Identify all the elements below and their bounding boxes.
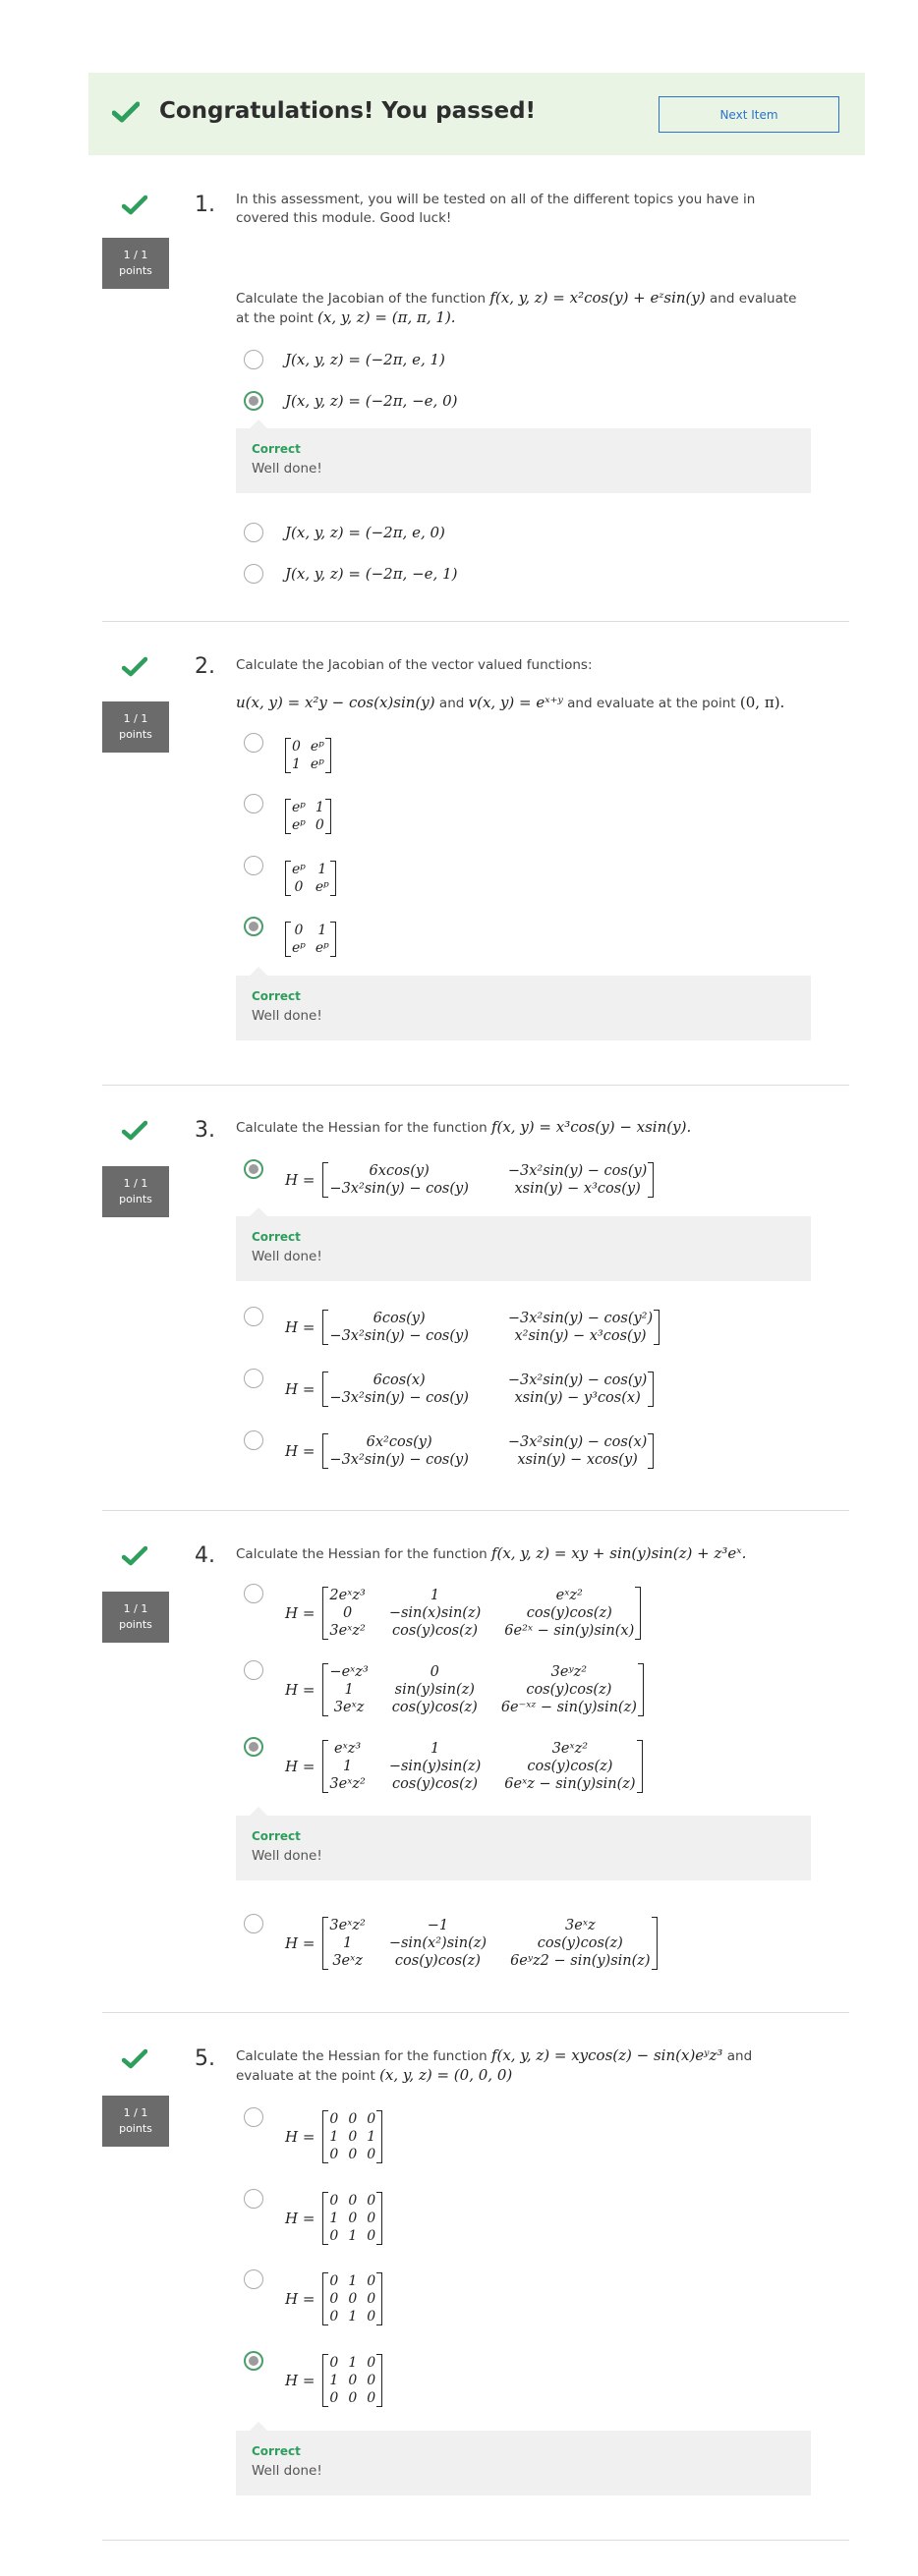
score-value: 1 / 1 xyxy=(123,2106,148,2119)
matrix-cell: eᵖ xyxy=(292,940,306,956)
prompt-point: (x, y, z) = (0, 0, 0) xyxy=(379,2066,513,2084)
h-label: H = xyxy=(285,2210,316,2227)
matrix-cell: 1 xyxy=(315,800,324,815)
check-icon xyxy=(122,1545,147,1567)
answer-option[interactable] xyxy=(244,347,445,372)
feedback-title: Correct xyxy=(252,989,301,1003)
prompt-function-v: v(x, y) = eˣ⁺ʸ xyxy=(468,694,563,711)
matrix-cell: 1 xyxy=(329,2373,339,2388)
matrix-cell: 1 xyxy=(317,862,327,877)
matrix-cell: 6e²ˣ − sin(y)sin(x) xyxy=(504,1623,635,1639)
radio-button-selected[interactable] xyxy=(244,391,263,411)
matrix-cell: 0 xyxy=(348,2111,358,2127)
feedback-title: Correct xyxy=(252,1829,301,1843)
option-equation xyxy=(285,1663,644,1716)
matrix-cell: 0 xyxy=(367,2373,376,2388)
score-value: 1 / 1 xyxy=(123,249,148,261)
question-prompt xyxy=(236,1544,811,1564)
matrix-cell: −eˣz³ xyxy=(329,1664,369,1680)
matrix-cell: 6cos(x) xyxy=(373,1372,426,1388)
option-equation xyxy=(285,1162,654,1198)
radio-button-selected[interactable] xyxy=(244,2351,263,2371)
radio-button[interactable] xyxy=(244,1914,263,1933)
feedback-text: Well done! xyxy=(252,461,322,476)
h-label: H = xyxy=(285,2290,316,2308)
matrix-cell: eᵖ xyxy=(292,817,306,833)
option-equation xyxy=(285,1917,658,1970)
matrix-cell: −3x²sin(y) − cos(y) xyxy=(507,1163,648,1179)
matrix-cell: eᵖ xyxy=(310,756,324,772)
matrix-cell: −sin(x²)sin(z) xyxy=(388,1935,488,1951)
check-icon xyxy=(122,2048,147,2070)
option-equation xyxy=(285,1740,643,1793)
option-matrix xyxy=(322,1587,641,1640)
matrix-cell: eˣz³ xyxy=(334,1741,362,1757)
option-matrix xyxy=(285,922,336,957)
score-badge xyxy=(102,1166,169,1217)
option-matrix xyxy=(322,2192,382,2245)
option-equation xyxy=(285,1433,654,1469)
divider xyxy=(102,1510,849,1511)
option-equation xyxy=(285,2192,382,2245)
answer-option[interactable] xyxy=(244,388,457,414)
matrix-cell: 0 xyxy=(348,2193,358,2209)
question-number: 4. xyxy=(195,1543,215,1568)
matrix-cell: −3x²sin(y) − cos(y) xyxy=(329,1328,469,1344)
score-value: 1 / 1 xyxy=(123,1177,148,1190)
matrix-cell: cos(y)cos(z) xyxy=(526,1682,612,1698)
answer-option[interactable] xyxy=(244,1914,658,1973)
matrix-cell: 6xcos(y) xyxy=(369,1163,430,1179)
matrix-cell: 0 xyxy=(367,2291,376,2307)
matrix-cell: 1 xyxy=(343,1935,353,1951)
matrix-cell: 6e⁻ˣᶻ − sin(y)sin(z) xyxy=(500,1700,637,1715)
option-matrix xyxy=(322,2110,382,2163)
question-prompt: Calculate the Jacobian of the vector valued functions: xyxy=(236,657,593,673)
matrix-cell: xsin(y) − y³cos(x) xyxy=(514,1390,641,1406)
matrix-cell: 3eˣz² xyxy=(551,1741,589,1757)
radio-button[interactable] xyxy=(244,523,263,542)
prompt-text: and xyxy=(438,696,465,711)
matrix-cell: 1 xyxy=(292,756,301,772)
matrix-cell: 1 xyxy=(329,2211,339,2226)
prompt-point: (0, π). xyxy=(739,694,785,711)
option-equation xyxy=(285,2272,382,2325)
prompt-function: f(x, y, z) = xy + sin(y)sin(z) + z³eˣ. xyxy=(490,1544,747,1562)
score-unit: points xyxy=(119,2122,152,2135)
matrix-cell: −3x²sin(y) − cos(y) xyxy=(329,1390,469,1406)
prompt-text: and evaluate at the point xyxy=(236,2048,753,2084)
matrix-cell: 0 xyxy=(329,2390,339,2406)
matrix-cell: 1 xyxy=(343,1759,353,1774)
question-number: 3. xyxy=(195,1118,215,1143)
option-matrix xyxy=(285,799,331,834)
prompt-text: Calculate the Hessian for the function xyxy=(236,2048,488,2064)
h-label: H = xyxy=(285,2128,316,2146)
h-label: H = xyxy=(285,1171,316,1189)
h-label: H = xyxy=(285,2372,316,2389)
prompt-function: f(x, y) = x³cos(y) − xsin(y). xyxy=(490,1118,692,1136)
matrix-cell: cos(y)cos(z) xyxy=(527,1759,613,1774)
h-label: H = xyxy=(285,1318,316,1336)
h-label: H = xyxy=(285,1604,316,1622)
radio-button[interactable] xyxy=(244,2189,263,2209)
feedback-title: Correct xyxy=(252,442,301,456)
matrix-cell: 0 xyxy=(343,1605,353,1621)
matrix-cell: 0 xyxy=(348,2390,358,2406)
matrix-cell: −3x²sin(y) − cos(y) xyxy=(329,1452,469,1468)
matrix-cell: 0 xyxy=(348,2291,358,2307)
matrix-cell: 1 xyxy=(348,2228,358,2244)
matrix-cell: 1 xyxy=(348,2355,358,2371)
radio-button-selected[interactable] xyxy=(244,917,263,936)
prompt-point: (x, y, z) = (π, π, 1). xyxy=(317,308,456,326)
question-prompt-detail xyxy=(236,694,811,713)
radio-button-selected[interactable] xyxy=(244,1737,263,1757)
answer-option[interactable] xyxy=(244,2269,382,2328)
matrix-cell: 0 xyxy=(329,2273,339,2289)
matrix-cell: eᵖ xyxy=(292,800,306,815)
matrix-cell: cos(y)cos(z) xyxy=(391,1700,478,1715)
feedback-text: Well done! xyxy=(252,1848,322,1864)
matrix-cell: 0 xyxy=(294,923,304,938)
matrix-cell: 1 xyxy=(317,923,327,938)
next-item-button[interactable]: Next Item xyxy=(659,96,839,133)
feedback-box xyxy=(236,2431,811,2495)
matrix-cell: 3eʸz² xyxy=(550,1664,588,1680)
option-matrix xyxy=(322,1663,643,1716)
answer-option[interactable] xyxy=(244,1369,654,1410)
question-prompt xyxy=(236,289,811,328)
radio-button[interactable] xyxy=(244,1584,263,1603)
matrix-cell: x²sin(y) − x³cos(y) xyxy=(514,1328,647,1344)
feedback-text: Well done! xyxy=(252,1249,322,1264)
score-value: 1 / 1 xyxy=(123,1602,148,1615)
score-badge xyxy=(102,701,169,753)
option-matrix xyxy=(322,2354,382,2407)
matrix-cell: cos(y)cos(z) xyxy=(537,1935,623,1951)
h-label: H = xyxy=(285,1442,316,1460)
banner-title: Congratulations! You passed! xyxy=(159,98,537,124)
matrix-cell: 0 xyxy=(329,2111,339,2127)
radio-button[interactable] xyxy=(244,2269,263,2289)
matrix-cell: 0 xyxy=(367,2147,376,2162)
question-number: 5. xyxy=(195,2046,215,2071)
score-badge xyxy=(102,238,169,289)
h-label: H = xyxy=(285,1380,316,1398)
option-equation xyxy=(285,1587,641,1640)
feedback-box xyxy=(236,976,811,1040)
radio-button[interactable] xyxy=(244,733,263,753)
matrix-cell: 1 xyxy=(348,2273,358,2289)
option-matrix xyxy=(322,1740,642,1793)
matrix-cell: −3x²sin(y) − cos(x) xyxy=(507,1434,648,1450)
divider xyxy=(102,2012,849,2013)
score-unit: points xyxy=(119,1618,152,1631)
answer-option[interactable] xyxy=(244,2351,382,2410)
matrix-cell: 0 xyxy=(329,2309,339,2324)
answer-option[interactable] xyxy=(244,1430,654,1472)
check-icon xyxy=(122,656,147,678)
prompt-text: and evaluate at the point xyxy=(236,291,797,326)
matrix-cell: 0 xyxy=(294,879,304,895)
h-label: H = xyxy=(285,1934,316,1952)
matrix-cell: −1 xyxy=(427,1918,449,1933)
matrix-cell: 3eˣz xyxy=(565,1918,596,1933)
option-label: J(x, y, z) = (−2π, −e, 1) xyxy=(285,565,458,583)
matrix-cell: 6cos(y) xyxy=(373,1311,426,1326)
radio-button[interactable] xyxy=(244,1660,263,1680)
matrix-cell: 0 xyxy=(367,2211,376,2226)
feedback-text: Well done! xyxy=(252,1008,322,1024)
matrix-cell: 1 xyxy=(430,1588,440,1603)
option-label: J(x, y, z) = (−2π, −e, 0) xyxy=(285,392,458,410)
score-unit: points xyxy=(119,728,152,741)
check-icon xyxy=(112,100,140,124)
prompt-text: and evaluate at the point xyxy=(567,696,736,711)
answer-option[interactable] xyxy=(244,1307,660,1348)
matrix-cell: 1 xyxy=(329,2129,339,2145)
score-value: 1 / 1 xyxy=(123,712,148,725)
prompt-text: Calculate the Jacobian of the function xyxy=(236,291,487,307)
answer-option[interactable] xyxy=(244,520,445,545)
option-equation xyxy=(285,2354,382,2407)
matrix-cell: 0 xyxy=(348,2129,358,2145)
matrix-cell: cos(y)cos(z) xyxy=(392,1623,479,1639)
matrix-cell: cos(y)cos(z) xyxy=(392,1776,479,1792)
check-icon xyxy=(122,1120,147,1142)
matrix-cell: 0 xyxy=(367,2355,376,2371)
h-label: H = xyxy=(285,1758,316,1775)
score-unit: points xyxy=(119,264,152,277)
prompt-text: Calculate the Hessian for the function xyxy=(236,1120,488,1136)
matrix-cell: 3eˣz² xyxy=(329,1623,366,1639)
radio-button[interactable] xyxy=(244,564,263,584)
radio-button-selected[interactable] xyxy=(244,1159,263,1179)
matrix-cell: 0 xyxy=(348,2373,358,2388)
matrix-cell: eˣz² xyxy=(555,1588,583,1603)
matrix-cell: xsin(y) − xcos(y) xyxy=(517,1452,638,1468)
matrix-cell: 0 xyxy=(348,2211,358,2226)
radio-button[interactable] xyxy=(244,856,263,875)
option-matrix xyxy=(322,1310,660,1345)
question-prompt xyxy=(236,1118,811,1138)
matrix-cell: 0 xyxy=(329,2291,339,2307)
radio-button[interactable] xyxy=(244,794,263,813)
prompt-text: Calculate the Hessian for the function xyxy=(236,1546,488,1562)
matrix-cell: −3x²sin(y) − cos(y²) xyxy=(507,1311,654,1326)
prompt-function: f(x, y, z) = xycos(z) − sin(x)eʸz³ xyxy=(490,2046,723,2064)
matrix-cell: 6x²cos(y) xyxy=(366,1434,432,1450)
feedback-title: Correct xyxy=(252,2444,301,2458)
divider xyxy=(102,621,849,622)
answer-option[interactable] xyxy=(244,2107,382,2166)
matrix-cell: 0 xyxy=(348,2147,358,2162)
matrix-cell: 3eˣz xyxy=(332,1953,363,1969)
matrix-cell: 6eʸz2 − sin(y)sin(z) xyxy=(510,1953,651,1969)
answer-option[interactable] xyxy=(244,794,331,839)
score-badge xyxy=(102,1592,169,1643)
answer-option[interactable] xyxy=(244,856,336,901)
matrix-cell: 0 xyxy=(367,2309,376,2324)
check-icon xyxy=(122,195,147,216)
radio-button[interactable] xyxy=(244,1430,263,1450)
question-prompt xyxy=(236,2046,811,2086)
question-number: 2. xyxy=(195,654,215,679)
matrix-cell: 0 xyxy=(367,2273,376,2289)
matrix-cell: 0 xyxy=(430,1664,439,1680)
matrix-cell: −3x²sin(y) − cos(y) xyxy=(507,1372,648,1388)
prompt-function: f(x, y, z) = x²cos(y) + eᶻsin(y) xyxy=(489,289,706,307)
matrix-cell: −3x²sin(y) − cos(y) xyxy=(329,1181,469,1197)
matrix-cell: −sin(y)sin(z) xyxy=(388,1759,482,1774)
answer-option[interactable] xyxy=(244,1660,644,1719)
option-equation xyxy=(285,1310,660,1345)
option-matrix xyxy=(285,738,331,773)
matrix-cell: 0 xyxy=(367,2193,376,2209)
option-matrix xyxy=(322,1372,654,1407)
matrix-cell: eᵖ xyxy=(315,879,329,895)
option-label: J(x, y, z) = (−2π, e, 1) xyxy=(285,351,445,368)
divider xyxy=(102,1085,849,1086)
answer-option[interactable] xyxy=(244,561,457,587)
option-matrix xyxy=(285,861,336,896)
answer-option[interactable] xyxy=(244,733,331,778)
matrix-cell: 0 xyxy=(315,817,324,833)
score-unit: points xyxy=(119,1193,152,1205)
matrix-cell: −sin(x)sin(z) xyxy=(388,1605,482,1621)
option-matrix xyxy=(322,1162,654,1198)
matrix-cell: 0 xyxy=(367,2111,376,2127)
prompt-function-u: u(x, y) = x²y − cos(x)sin(y) xyxy=(236,694,435,711)
answer-option[interactable] xyxy=(244,1584,641,1643)
radio-button[interactable] xyxy=(244,2107,263,2127)
matrix-cell: 0 xyxy=(329,2147,339,2162)
matrix-cell: 3eˣz² xyxy=(329,1776,366,1792)
matrix-cell: 1 xyxy=(367,2129,376,2145)
option-matrix xyxy=(322,1917,657,1970)
feedback-box xyxy=(236,1816,811,1880)
option-matrix xyxy=(322,2272,382,2325)
matrix-cell: 1 xyxy=(344,1682,354,1698)
matrix-cell: 0 xyxy=(329,2228,339,2244)
answer-option[interactable] xyxy=(244,2189,382,2248)
matrix-cell: 0 xyxy=(329,2193,339,2209)
matrix-cell: cos(y)cos(z) xyxy=(526,1605,612,1621)
option-equation xyxy=(285,1372,654,1407)
matrix-cell: 3eˣz² xyxy=(329,1918,366,1933)
matrix-cell: 2eˣz³ xyxy=(329,1588,366,1603)
matrix-cell: eᵖ xyxy=(315,940,329,956)
question-intro: In this assessment, you will be tested on all of the different topics you have in covered this module. Good luck! xyxy=(236,192,756,226)
matrix-cell: 0 xyxy=(292,739,301,755)
matrix-cell: sin(y)sin(z) xyxy=(394,1682,475,1698)
question-number: 1. xyxy=(195,193,215,217)
matrix-cell: cos(y)cos(z) xyxy=(394,1953,481,1969)
score-badge xyxy=(102,2096,169,2147)
matrix-cell: 3eˣz xyxy=(333,1700,365,1715)
h-label: H = xyxy=(285,1681,316,1699)
matrix-cell: 1 xyxy=(348,2309,358,2324)
matrix-cell: 0 xyxy=(367,2390,376,2406)
feedback-title: Correct xyxy=(252,1230,301,1244)
matrix-cell: eᵖ xyxy=(310,739,324,755)
option-matrix xyxy=(322,1433,654,1469)
answer-option[interactable] xyxy=(244,1159,654,1201)
feedback-box xyxy=(236,1216,811,1281)
matrix-cell: 1 xyxy=(430,1741,440,1757)
radio-button[interactable] xyxy=(244,350,263,369)
success-banner xyxy=(88,73,865,155)
matrix-cell: eᵖ xyxy=(292,862,306,877)
matrix-cell: 0 xyxy=(329,2355,339,2371)
option-equation xyxy=(285,2110,382,2163)
answer-option[interactable] xyxy=(244,1737,643,1796)
matrix-cell: 0 xyxy=(367,2228,376,2244)
answer-option[interactable] xyxy=(244,917,336,962)
matrix-cell: xsin(y) − x³cos(y) xyxy=(514,1181,641,1197)
radio-button[interactable] xyxy=(244,1369,263,1388)
feedback-text: Well done! xyxy=(252,2463,322,2479)
feedback-box xyxy=(236,428,811,493)
option-label: J(x, y, z) = (−2π, e, 0) xyxy=(285,524,445,541)
radio-button[interactable] xyxy=(244,1307,263,1326)
divider xyxy=(102,2540,849,2541)
matrix-cell: 6eˣz − sin(y)sin(z) xyxy=(504,1776,636,1792)
